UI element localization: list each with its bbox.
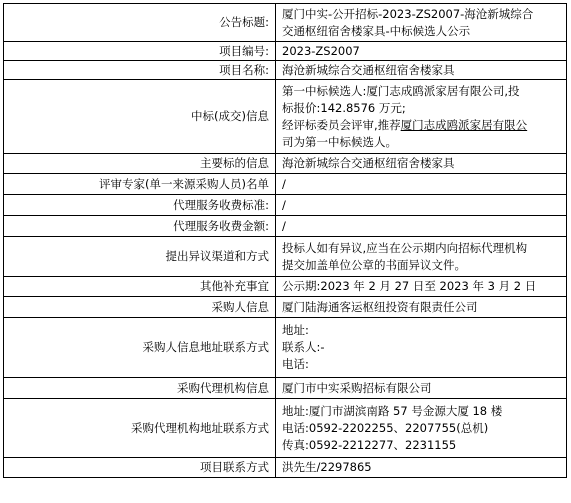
row-value: 2023-ZS2007 [276,42,567,61]
row-value: / [276,216,567,237]
row-value: 厦门陆海通客运枢纽投资有限责任公司 [276,297,567,318]
announcement-table [3,3,567,478]
value-line: 电话:0592-2202255、2207755(总机) [282,420,489,435]
row-label: 主要标的信息 [4,154,276,174]
row-value [276,80,567,154]
row-label: 公告标题: [4,4,276,42]
value-line: 交通枢纽宿舍楼家具-中标候选人公示 [282,23,471,38]
row-label: 采购代理机构信息 [4,378,276,399]
table-row [4,80,567,154]
table-row [4,216,567,237]
row-label: 其他补充事宜 [4,277,276,297]
table-row [4,458,567,478]
table-row [4,237,567,277]
value-line: 第一中标候选人:厦门志成鸥派家居有限公司,投 [282,83,520,98]
value-line: 标报价:142.8576 万元; [282,100,406,115]
row-label: 中标(成交)信息 [4,80,276,154]
table-row [4,154,567,174]
table-row [4,61,567,80]
table-row [4,297,567,318]
table-row [4,42,567,61]
value-line: 传真:0592-2212277、2231155 [282,437,457,452]
value-line [282,117,560,134]
value-line: 地址:厦门市湖滨南路 57 号金源大厦 18 楼 [282,403,503,418]
row-value [276,399,567,458]
row-label: 采购代理机构地址联系方式 [4,399,276,458]
value-line: 投标人如有异议,应当在公示期内向招标代理机构 [282,240,528,255]
row-value: 公示期:2023 年 2 月 27 日至 2023 年 3 月 2 日 [276,277,567,297]
table-row [4,399,567,458]
underlined-company: 厦门志成鸥派家居有限公 [400,117,528,132]
table-row [4,195,567,216]
row-label: 项目联系方式 [4,458,276,478]
row-label: 采购人信息地址联系方式 [4,318,276,378]
table-row [4,277,567,297]
value-line: 电话: [282,357,309,371]
row-value: 海沧新城综合交通枢纽宿舍楼家具 [276,154,567,174]
row-label: 项目编号: [4,42,276,61]
value-line: 司为第一中标候选人。 [282,134,397,149]
table-row [4,378,567,399]
row-label: 项目名称: [4,61,276,80]
value-line: 提交加盖单位公章的书面异议文件。 [282,257,466,272]
table-row [4,4,567,42]
row-value: 洪先生/2297865 [276,458,567,478]
row-value [276,4,567,42]
row-value: 厦门市中实采购招标有限公司 [276,378,567,399]
table-row [4,318,567,378]
row-value: / [276,174,567,195]
row-label: 采购人信息 [4,297,276,318]
row-value [276,318,567,378]
value-line: 地址: [282,323,309,337]
value-text: 经评标委员会评审,推荐 [282,117,401,132]
row-label: 评审专家(单一来源采购人员)名单 [4,174,276,195]
row-label: 代理服务收费标准: [4,195,276,216]
row-value [276,237,567,277]
value-line: 联系人:- [282,340,325,354]
row-label: 提出异议渠道和方式 [4,237,276,277]
row-value: / [276,195,567,216]
row-value: 海沧新城综合交通枢纽宿舍楼家具 [276,61,567,80]
row-label: 代理服务收费金额: [4,216,276,237]
value-line: 厦门中实-公开招标-2023-ZS2007-海沧新城综合 [282,6,534,21]
table-row [4,174,567,195]
